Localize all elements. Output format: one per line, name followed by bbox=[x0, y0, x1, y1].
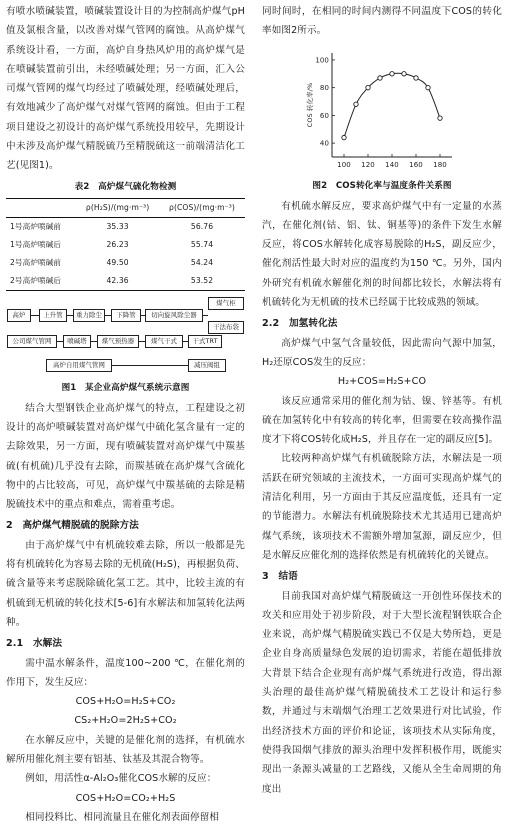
paragraph: 例如，用活性α-Al₂O₃催化COS水解的反应： bbox=[25, 773, 217, 785]
table-cell: 1号高炉喷碱前 bbox=[10, 221, 62, 231]
paragraph: 相同投料比、相同流量且在催化剂表面停留相 bbox=[25, 811, 220, 823]
flow-node-gravity-dust: 重力除尘 bbox=[73, 309, 105, 322]
flow-node-self-use-network: 高炉自用煤气管网 bbox=[46, 359, 112, 372]
y-tick-label: 40 bbox=[319, 139, 329, 148]
table-header-cell: ρ(COS)/(mg·m⁻³) bbox=[169, 202, 235, 212]
data-point bbox=[378, 75, 382, 79]
table-cell: 2号高炉喷碱后 bbox=[10, 275, 62, 285]
table-cell: 2号高炉喷碱前 bbox=[10, 257, 62, 267]
data-point bbox=[402, 71, 406, 75]
figure1-caption: 图1 某企业高炉煤气系统示意图 bbox=[61, 382, 190, 393]
flow-node-tangential-cyclone: 切向旋风除尘器 bbox=[145, 309, 203, 322]
section-heading: 3 结语 bbox=[262, 571, 298, 583]
data-point bbox=[414, 75, 418, 79]
y-tick-label: 80 bbox=[319, 83, 329, 92]
table-cell: 55.74 bbox=[190, 239, 214, 249]
paragraph: 高炉煤气中氢气含量较低，因此需向气源中加氢，H₂还原COS发生的反应： bbox=[262, 337, 502, 368]
paragraph: 目前我国对高炉煤气精脱硫这一开创性环保技术的攻关和应用处于初步阶段，对于大型长流程钢铁联合企业来说，高炉煤气精脱硫实践已不仅是大势所趋，更是企业自身高质量绿色发展的迫切需求，若能在超低排放大背景下结合企业现有高炉煤气系统进行改造，得出源头治理的最佳高炉煤气精脱硫技术工艺设计和运行参数，并通过与末端烟气治理工艺效果进行对比试验，作出经济技术方面的评价和论证，该项技术从实际角度，使得我国烟气排放的源头治理中发挥积极作用，既能实现出一条源头减量的工艺路线，又能从全生命周期的角度出 bbox=[262, 590, 502, 795]
x-tick-label: 120 bbox=[361, 160, 375, 169]
paragraph: 比较两种高炉煤气有机硫脱除方法，水解法是一项活跃在研究领域的主流技术，一方面可实现高炉煤气的清洁化利用，另一方面由于其反应温度低，还具有一定的节能潜力。水解法有机硫脱除技术尤其适用已建高炉煤气系统，该项技术不需额外增加氢源，副反应少，但是水解反应催化剂的选择依然是有机硫转化的关键点。 bbox=[262, 453, 502, 561]
flow-node-dry-trt: 干式TRT bbox=[188, 335, 222, 348]
table-header-row bbox=[6, 198, 245, 217]
paragraph: 该反应通常采用的催化剂为钴、镍、锌基等。有机硫在加氢转化中有较高的转化率，但需要在较高操作温度才下将COS转化成H₂S，并且存在一定的副反应[5]。 bbox=[262, 395, 502, 446]
table-cell: 35.33 bbox=[106, 221, 129, 231]
y-tick-label: 100 bbox=[315, 56, 329, 65]
x-tick-label: 180 bbox=[433, 160, 447, 169]
y-axis-label: COS 转化率/% bbox=[306, 82, 314, 127]
table-row bbox=[6, 217, 245, 236]
paragraph: 需中温水解条件，温度100~200 ℃，在催化剂的作用下，发生反应： bbox=[6, 657, 245, 688]
paragraph: 在水解反应中，关键的是催化剂的选择，有机硫水解所用催化剂主要有铝基、钛基及其混合物等。 bbox=[6, 734, 245, 766]
table-cell: 26.23 bbox=[106, 239, 129, 249]
paragraph: 有喷水喷碱装置，喷碱装置设计目的为控制高炉煤气pH值及氯根含量，以改善对煤气管网的腐蚀。从高炉煤气系统设计看，一方面，高炉自身热风炉用的高炉煤气是在喷碱装置前引出，未经喷碱处理；另一方面，汇入公司煤气管网的煤气均经过了喷碱处理，经喷碱处理后，有效地减少了高炉煤气对煤气管网的腐蚀。但由于工程项目建设之初设计的高炉煤气系统投用较早，先期设计中未涉及高炉煤气精脱硫乃至精脱硫这一前端清洁化工艺(见图1)。 bbox=[6, 6, 245, 172]
left-column bbox=[6, 2, 245, 827]
equation: COS+H₂O=H₂S+CO₂ bbox=[75, 696, 176, 708]
x-tick-label: 140 bbox=[385, 160, 399, 169]
flow-arrow bbox=[203, 315, 208, 316]
subsection-heading: 2.2 加氢转化法 bbox=[262, 318, 338, 330]
x-tick-label: 160 bbox=[409, 160, 423, 169]
subsection-heading: 2.1 水解法 bbox=[6, 638, 63, 650]
equation: COS+H₂O=CO₂+H₂S bbox=[75, 792, 176, 804]
paragraph: 有机硫水解反应，要求高炉煤气中有一定量的水蒸汽，在催化剂(钴、铝、钛、铜基等)的条件下发生水解反应，将COS水解转化成容易脱除的H₂S，副反应少，催化剂活性最大时对应的温度约为150 ℃。另外，国内外研究有机硫水解催化剂的时间都比较长，水解法将有机硫转化为无机硫的技术已经属于比较成熟的领域。 bbox=[262, 200, 502, 309]
chart-axes bbox=[305, 53, 452, 169]
data-point bbox=[390, 71, 394, 75]
data-point bbox=[342, 135, 346, 139]
cos-conversion-chart bbox=[262, 45, 502, 175]
flow-node-gas-preheater: 煤气预热器 bbox=[97, 335, 139, 348]
sulfide-table bbox=[6, 198, 245, 291]
flow-arrow bbox=[31, 315, 39, 316]
series-line bbox=[344, 73, 440, 137]
flow-arrow bbox=[112, 365, 188, 366]
table-row bbox=[6, 254, 245, 272]
system-flow-diagram bbox=[6, 295, 245, 377]
table-row bbox=[6, 236, 245, 254]
chart-marks bbox=[342, 71, 442, 139]
table-cell: 53.52 bbox=[190, 275, 214, 285]
figure2-caption: 图2 COS转化率与温度条件关系图 bbox=[312, 180, 452, 191]
equation: CS₂+H₂O=2H₂S+CO₂ bbox=[74, 715, 177, 727]
table-header-cell: ρ(H₂S)/(mg·m⁻³) bbox=[85, 202, 150, 212]
paragraph: 结合大型钢铁企业高炉煤气的特点，工程建设之初设计的高炉喷碱装置对高炉煤气中硫化氢含量有一定的去除效果，另一方面，现有喷碱装置对高炉煤气中羰基硫(有机硫)几乎没有去除，而羰基硫在高炉煤气含硫化物中的占比较高，可见，高炉煤气中羰基硫的去除是精脱硫技术中的重点和难点，需着重考虑。 bbox=[6, 402, 245, 511]
section-heading: 2 高炉煤气精脱硫的脱除方法 bbox=[6, 520, 139, 532]
flow-node-gas-dry: 煤气干式 bbox=[145, 335, 183, 348]
flow-node-gasholder: 煤气柜 bbox=[208, 297, 244, 310]
table-cell: 56.76 bbox=[190, 221, 214, 231]
right-column bbox=[262, 2, 502, 799]
table-row bbox=[6, 272, 245, 291]
table-cell: 42.36 bbox=[106, 275, 129, 285]
data-point bbox=[366, 85, 370, 89]
data-point bbox=[426, 85, 430, 89]
flow-node-blast-furnace: 高炉 bbox=[7, 309, 31, 322]
flow-node-pressure-valve: 减压阀组 bbox=[188, 359, 226, 372]
x-tick-label: 100 bbox=[337, 160, 351, 169]
table-caption: 表2 高炉煤气硫化物检测 bbox=[74, 181, 177, 192]
data-point bbox=[354, 102, 358, 106]
flow-node-uptake: 上升管 bbox=[39, 309, 67, 322]
table-cell: 49.50 bbox=[106, 257, 129, 267]
flow-node-alkali-tower: 喷碱塔 bbox=[63, 335, 91, 348]
equation: H₂+COS=H₂S+CO bbox=[337, 376, 427, 388]
table-header-cell bbox=[6, 198, 76, 217]
table-cell: 54.24 bbox=[190, 257, 214, 267]
y-tick-label: 60 bbox=[319, 111, 329, 120]
paragraph: 同时间时，在相同的时间内测得不同温度下COS的转化率如图2所示。 bbox=[262, 6, 502, 37]
flow-node-dry-bag: 干法布袋 bbox=[208, 321, 244, 334]
table-cell: 1号高炉喷碱后 bbox=[10, 239, 62, 249]
paragraph: 由于高炉煤气中有机硫较难去除，所以一般都是先将有机硫转化为容易去除的无机硫(H₂S)，再根据负荷、硫含量等来考虑脱除硫化氢工艺。其中，比较主流的有机硫到无机硫的转化技术[5-6]有水解法和加氢转化法两种。 bbox=[6, 539, 245, 628]
flow-node-company-network: 公司煤气管网 bbox=[7, 335, 57, 348]
flow-node-downcomer: 下降管 bbox=[111, 309, 141, 322]
data-point bbox=[438, 116, 442, 120]
